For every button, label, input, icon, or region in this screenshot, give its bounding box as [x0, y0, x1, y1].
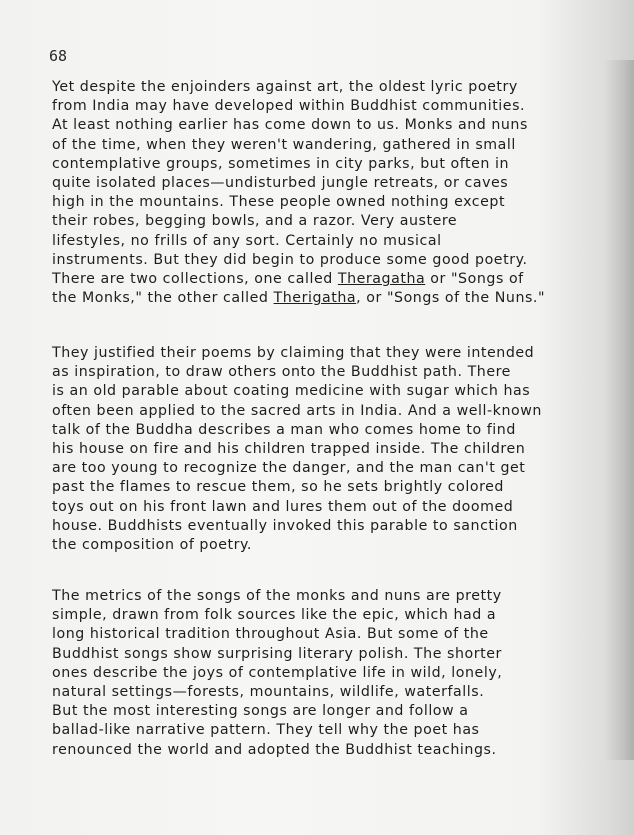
text-line: instruments. But they did begin to produce some good poetry. [52, 251, 528, 268]
line-segment: the Monks," the other called [52, 290, 274, 307]
text-line: toys out on his front lawn and lures them out of the doomed [52, 498, 514, 515]
line-segment: , or "Songs of the Nuns." [356, 290, 546, 307]
text-line: as inspiration, to draw others onto the Buddhist path. There [52, 364, 511, 381]
text-line: They justified their poems by claiming that they were intended [52, 345, 535, 361]
text-line: At least nothing earlier has come down to us. Monks and nuns [52, 117, 528, 134]
text-line: house. Buddhists eventually invoked this parable to sanction [52, 517, 518, 534]
text-line: The metrics of the songs of the monks and nuns are pretty [52, 588, 502, 604]
text-line: often been applied to the sacred arts in India. And a well-known [52, 402, 542, 419]
text-line: the composition of poetry. [52, 536, 252, 553]
book-title-theragatha: Theragatha [337, 270, 426, 287]
paragraph-1 [52, 78, 612, 308]
page-number: 68 [49, 47, 68, 65]
text-line: ones describe the joys of contemplative life in wild, lonely, [52, 664, 503, 681]
text-line: quite isolated places—undisturbed jungle retreats, or caves [52, 174, 509, 191]
text-line: talk of the Buddha describes a man who comes home to find [52, 421, 516, 438]
text-line: their robes, begging bowls, and a razor. Very austere [52, 213, 458, 230]
line-segment: There are two collections, one called [52, 270, 338, 287]
text-line: Buddhist songs show surprising literary polish. The shorter [52, 645, 502, 662]
text-line: simple, drawn from folk sources like the epic, which had a [52, 607, 497, 624]
book-title-therigatha: Therigatha [273, 290, 357, 307]
text-line: are too young to recognize the danger, and the man can't get [52, 460, 526, 477]
text-line [52, 289, 612, 308]
line-segment: or "Songs of [425, 270, 524, 287]
text-line: Yet despite the enjoinders against art, the oldest lyric poetry [52, 79, 518, 95]
text-line: long historical tradition throughout Asia. But some of the [52, 626, 489, 643]
text-line: is an old parable about coating medicine with sugar which has [52, 383, 531, 400]
text-line: natural settings—forests, mountains, wildlife, waterfalls. [52, 683, 485, 700]
text-line: lifestyles, no frills of any sort. Certainly no musical [52, 232, 442, 249]
text-line: renounced the world and adopted the Buddhist teachings. [52, 741, 497, 758]
text-line: But the most interesting songs are longer and follow a [52, 703, 469, 720]
text-line: his house on fire and his children trapped inside. The children [52, 440, 526, 457]
text-line: of the time, when they weren't wandering, gathered in small [52, 136, 516, 153]
paragraph-2 [52, 344, 612, 555]
paragraph-3 [52, 587, 612, 760]
text-line: high in the mountains. These people owned nothing except [52, 194, 506, 211]
text-line: contemplative groups, sometimes in city parks, but often in [52, 155, 510, 172]
text-line: from India may have developed within Buddhist communities. [52, 98, 526, 115]
text-line: past the flames to rescue them, so he sets brightly colored [52, 479, 504, 496]
text-line: ballad-like narrative pattern. They tell why the poet has [52, 722, 480, 739]
text-line [52, 270, 612, 289]
